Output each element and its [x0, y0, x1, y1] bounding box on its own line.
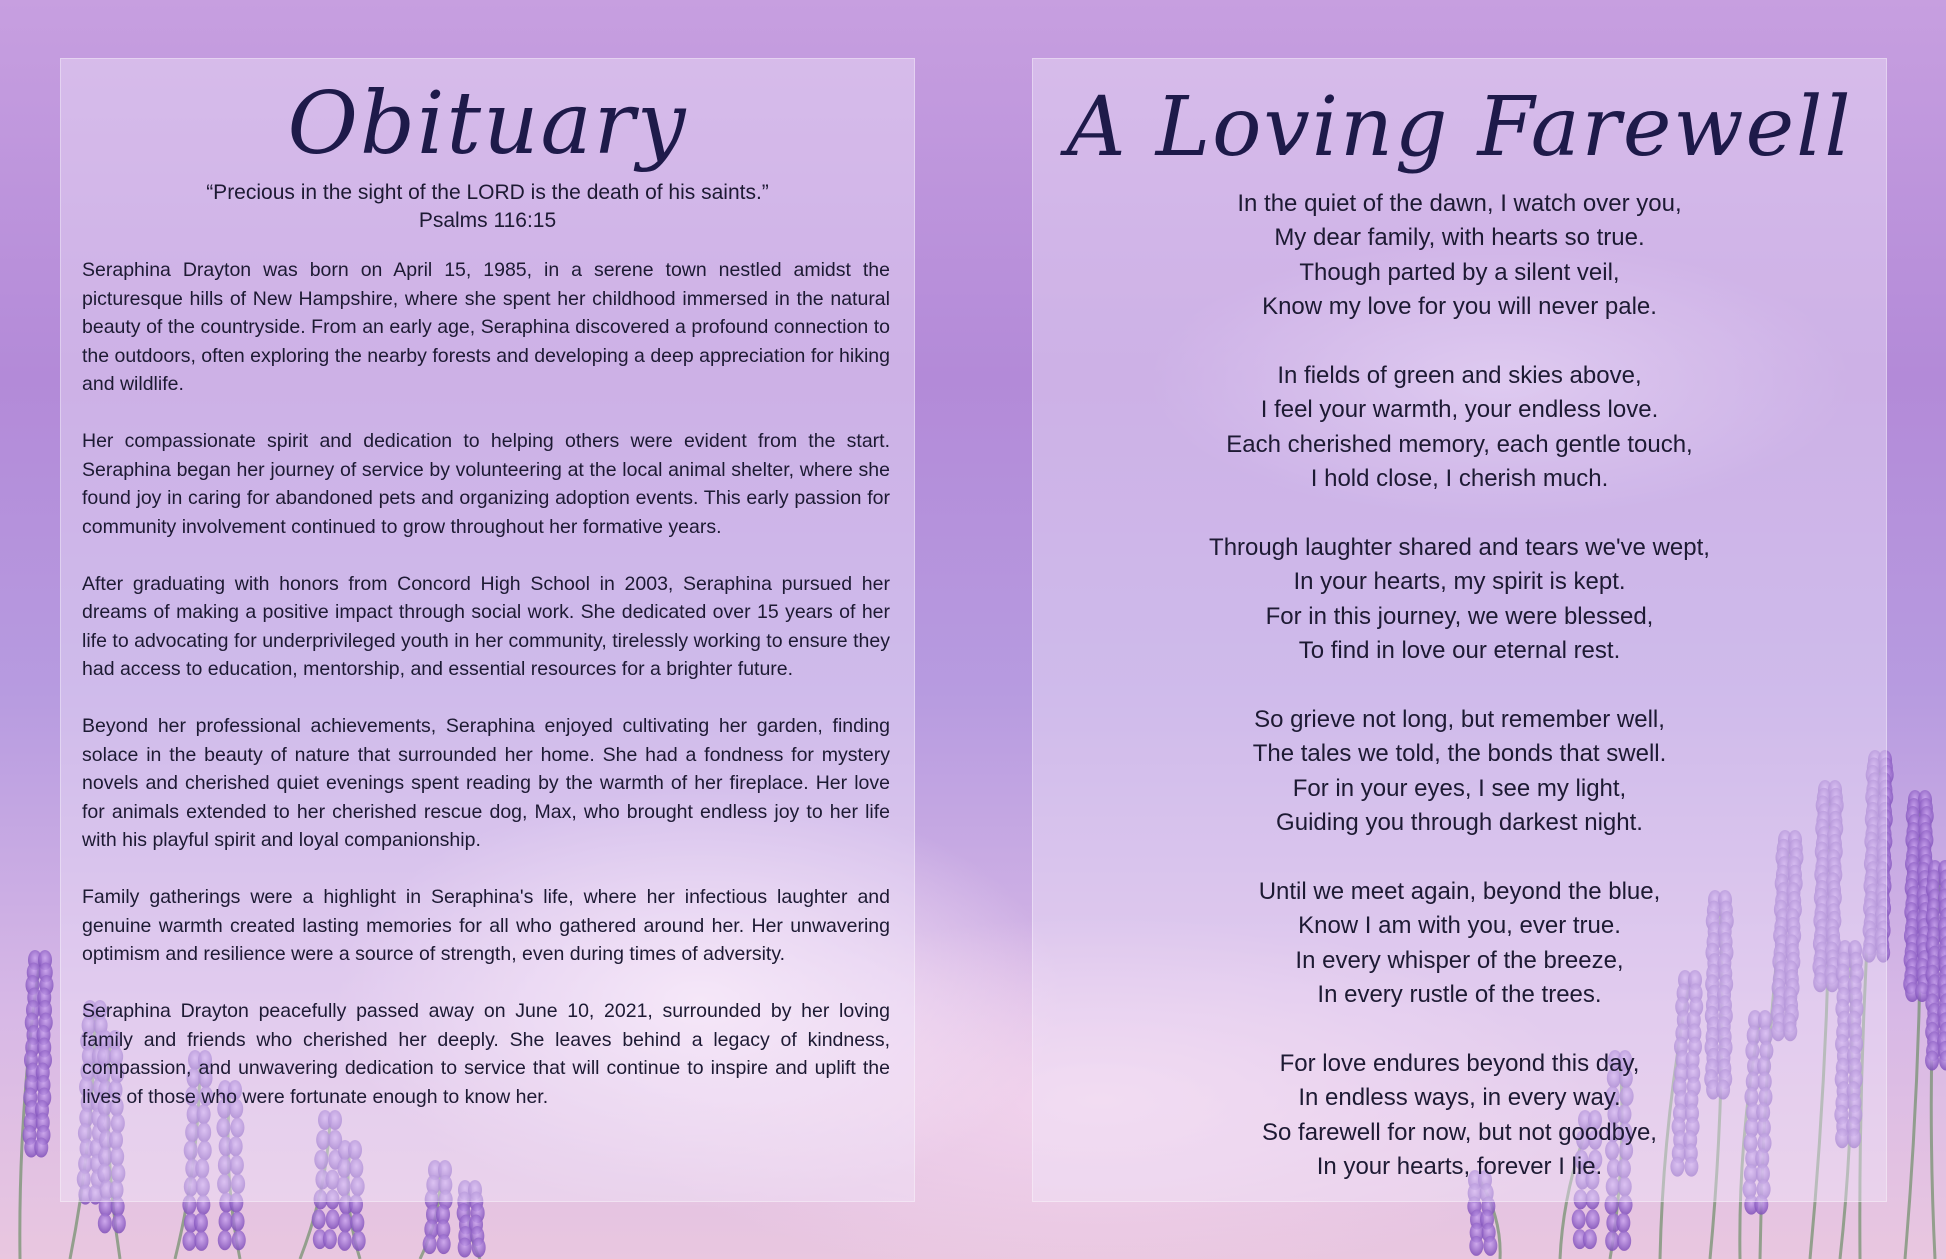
poem-line: In your hearts, forever I lie. [1316, 1153, 1603, 1181]
obituary-paragraph: Seraphina Drayton peacefully passed away on June 10, 2021, surrounded by her loving family and friends who cherished her deeply. She leaves behind a legacy of kindness, compassion, and unwavering dedication to service that will continue to inspire and uplift the lives of those who were fortunate enough to know her. [82, 1000, 890, 1108]
obituary-paragraph: Family gatherings were a highlight in Seraphina's life, where her infectious laughter and genuine warmth created lasting memories for all who gathered around her. Her unwavering optimism and resilience were a source of strength, even during times of adversity. [82, 886, 890, 965]
poem-line: For in this journey, we were blessed, [1265, 602, 1654, 630]
lavender-bud [231, 1211, 245, 1231]
lavender-bud [218, 1230, 232, 1250]
obituary-body [82, 256, 890, 1140]
verse-quote: “Precious in the sight of the LORD is the death of his saints.” [206, 181, 769, 204]
poem-line: So farewell for now, but not goodbye, [1262, 1118, 1657, 1146]
poem-line: In endless ways, in every way. [1298, 1084, 1621, 1112]
verse-reference: Psalms 116:15 [418, 209, 557, 232]
poem-line: In every whisper of the breeze, [1295, 946, 1624, 974]
poem-line: My dear family, with hearts so true. [1274, 224, 1645, 252]
poem-line: Through laughter shared and tears we've wept, [1209, 534, 1710, 562]
lavender-bud [312, 1209, 326, 1229]
lavender-bud [232, 1230, 246, 1250]
poem-line: Know my love for you will never pale. [1262, 293, 1657, 321]
lavender-bud [1483, 1236, 1497, 1256]
lavender-bud [194, 1213, 208, 1233]
poem-stanza [1033, 359, 1886, 497]
poem-line: The tales we told, the bonds that swell. [1252, 740, 1667, 768]
poem-line: For love endures beyond this day, [1279, 1050, 1640, 1078]
lavender-bud [98, 1213, 112, 1233]
obituary-title: Obituary [287, 74, 688, 174]
poem-line: In the quiet of the dawn, I watch over you, [1237, 190, 1682, 217]
lavender-bud [1617, 1231, 1631, 1251]
obituary-paragraph: After graduating with honors from Concord High School in 2003, Seraphina pursued her dreams of making a positive impact through social work. She dedicated over 15 years of her life to advocating for underprivileged youth in her community, tirelessly working to ensure they had access to education, mentorship, and essential resources for a brighter future. [82, 572, 890, 680]
poem-line: I feel your warmth, your endless love. [1260, 396, 1659, 424]
poem-stanza [1033, 187, 1886, 325]
poem-line: In fields of green and skies above, [1277, 362, 1642, 390]
poem-stanza [1033, 1047, 1886, 1185]
lavender-bud [458, 1238, 472, 1258]
poem-line: In every rustle of the trees. [1317, 981, 1602, 1009]
lavender-bud [194, 1231, 208, 1251]
lavender-bud [423, 1234, 437, 1254]
poem-line: Each cherished memory, each gentle touch, [1226, 430, 1693, 458]
lavender-bud [338, 1213, 352, 1233]
lavender-bud [219, 1211, 233, 1231]
lavender-bud [326, 1209, 340, 1229]
lavender-bud [338, 1231, 352, 1251]
lavender-bud [350, 1213, 364, 1233]
poem-line: In your hearts, my spirit is kept. [1293, 568, 1626, 596]
lavender-bud [1605, 1231, 1619, 1251]
obituary-paragraph: Seraphina Drayton was born on April 15, 1985, in a serene town nestled amidst the picturesque hills of New Hampshire, where she spent her childhood immersed in the natural beauty of the countryside. From an early age, Seraphina discovered a profound connection to the outdoors, often exploring the nearby forests and developing a deep appreciation for hiking and wildlife. [82, 259, 890, 395]
obituary-paragraph: Beyond her professional achievements, Seraphina enjoyed cultivating her garden, finding solace in the beauty of nature that surrounded her home. She had a fondness for mystery novels and cherished quiet evenings spent reading by the warmth of her fireplace. Her love for animals extended to her cherished rescue dog, Max, who brought endless joy to her life with his playful spirit and loyal companionship. [82, 715, 890, 851]
lavender-bud [437, 1234, 451, 1254]
lavender-bud [112, 1213, 126, 1233]
poem-line: For in your eyes, I see my light, [1292, 774, 1627, 802]
poem-panel [1032, 58, 1887, 1202]
lavender-bud [182, 1231, 196, 1251]
poem-line: Know I am with you, ever true. [1298, 912, 1621, 940]
lavender-bud [472, 1238, 486, 1258]
poem-line: So grieve not long, but remember well, [1254, 706, 1665, 734]
poem-line: Until we meet again, beyond the blue, [1258, 878, 1661, 906]
lavender-bud [352, 1231, 366, 1251]
poem-line: To find in love our eternal rest. [1298, 637, 1621, 665]
lavender-bud [1583, 1229, 1597, 1249]
obituary-panel [60, 58, 915, 1202]
scripture-verse [61, 179, 914, 235]
poem-line: Though parted by a silent veil, [1299, 258, 1620, 286]
obituary-paragraph: Her compassionate spirit and dedication to helping others were evident from the start. Seraphina began her journey of service by volunteering at the local animal shelter, where she found joy in caring for abandoned pets and organizing adoption events. This early passion for community involvement continued to grow throughout her formative years. [82, 430, 890, 538]
poem-title: A Loving Farewell [1066, 80, 1853, 175]
lavender-bud [34, 1138, 48, 1158]
poem-stanza [1033, 703, 1886, 841]
poem-line: Guiding you through darkest night. [1276, 809, 1643, 837]
poem-body [1033, 187, 1886, 1219]
poem-line: I hold close, I cherish much. [1310, 465, 1609, 493]
lavender-bud [1925, 1050, 1939, 1070]
poem-stanza [1033, 531, 1886, 669]
poem-stanza [1033, 875, 1886, 1013]
lavender-bud [323, 1229, 337, 1249]
lavender-bud [1469, 1236, 1483, 1256]
